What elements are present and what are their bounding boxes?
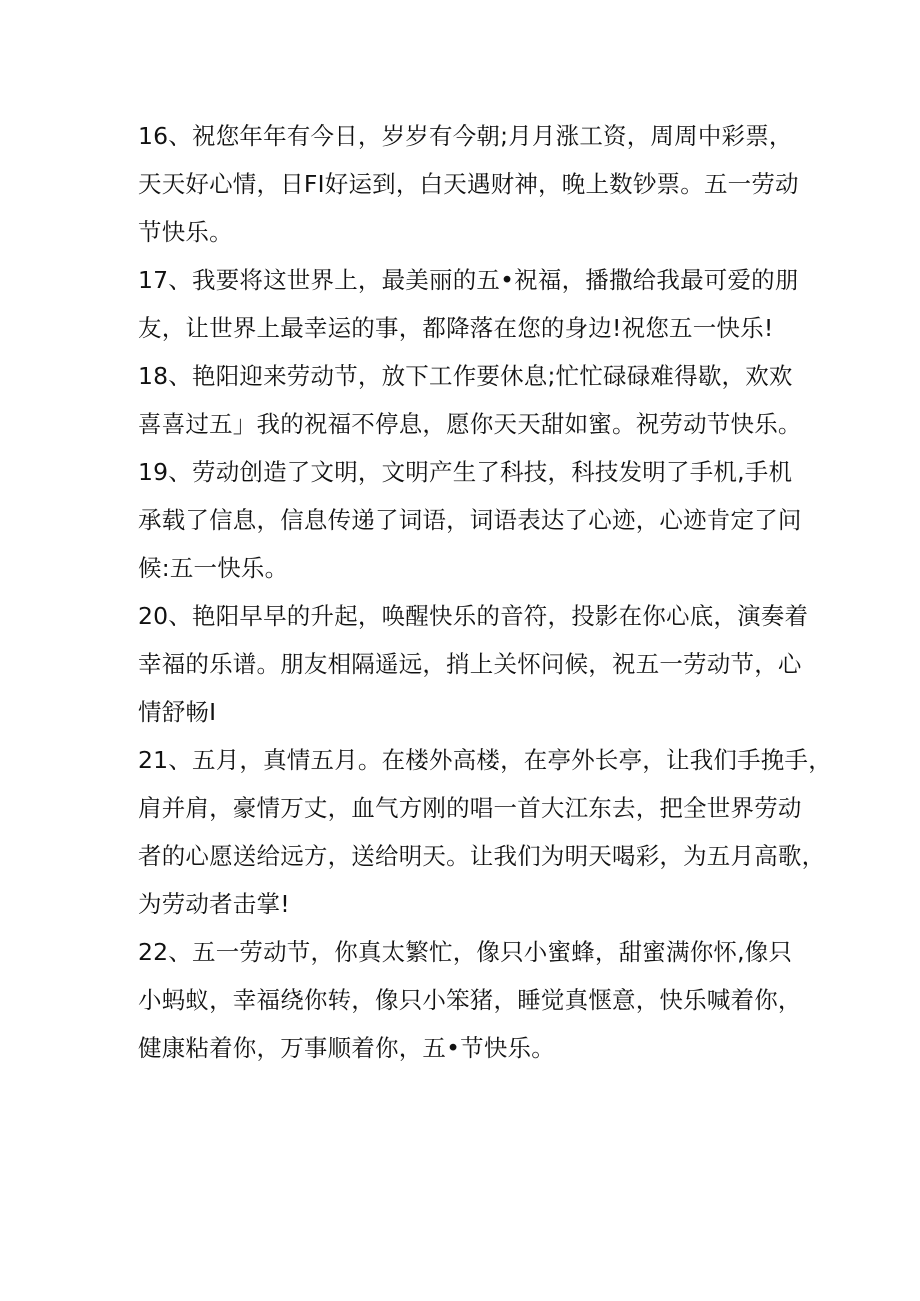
paragraph-16 [138,112,799,256]
paragraph-line: 候:五一快乐。 [138,554,289,582]
paragraph-line: 20、艳阳早早的升起，唤醒快乐的音符，投影在你心底，演奏着 [138,602,809,630]
paragraph-line: 喜喜过五」我的祝福不停息，愿你天天甜如蜜。祝劳动节快乐。 [138,410,802,438]
paragraph-line: 19、劳动创造了文明，文明产生了科技，科技发明了手机,手机 [138,458,793,486]
paragraph-line: 22、五一劳动节，你真太繁忙，像只小蜜蜂，甜蜜满你怀,像只 [138,938,793,966]
paragraph-line: 健康粘着你，万事顺着你，五•节快乐。 [138,1034,555,1062]
paragraph-line: 17、我要将这世界上，最美丽的五•祝福，播撒给我最可爱的朋 [138,266,799,294]
paragraph-line: 承载了信息，信息传递了词语，词语表达了心迹，心迹肯定了问 [138,506,802,534]
paragraph-18 [138,352,802,448]
paragraph-line: 为劳动者击掌! [138,890,290,918]
document-body [138,112,832,1072]
paragraph-line: 18、艳阳迎来劳动节，放下工作要休息;忙忙碌碌难得歇，欢欢 [138,362,793,390]
paragraph-line: 幸福的乐谱。朋友相隔遥远，捎上关怀问候，祝五一劳动节，心 [138,650,802,678]
paragraph-17 [138,256,799,352]
paragraph-20 [138,592,809,736]
paragraph-19 [138,448,802,592]
paragraph-line: 者的心愿送给远方，送给明天。让我们为明天喝彩，为五月高歌， [138,842,826,870]
paragraph-line: 天天好心情，日FI好运到，白天遇财神，晚上数钞票。五一劳动 [138,170,799,198]
paragraph-line: 21、五月，真情五月。在楼外高楼，在亭外长亭，让我们手挽手， [138,746,832,774]
paragraph-line: 肩并肩，豪情万丈，血气方刚的唱一首大江东去，把全世界劳动 [138,794,802,822]
paragraph-22 [138,928,802,1072]
paragraph-line: 友，让世界上最幸运的事，都降落在您的身边!祝您五一快乐! [138,314,774,342]
paragraph-line: 小蚂蚁，幸福绕你转，像只小笨猪，睡觉真惬意，快乐喊着你， [138,986,802,1014]
paragraph-line: 情舒畅I [138,698,217,726]
paragraph-line: 节快乐。 [138,218,233,246]
paragraph-line: 16、祝您年年有今日，岁岁有今朝;月月涨工资，周周中彩票， [138,122,793,150]
paragraph-21 [138,736,832,928]
